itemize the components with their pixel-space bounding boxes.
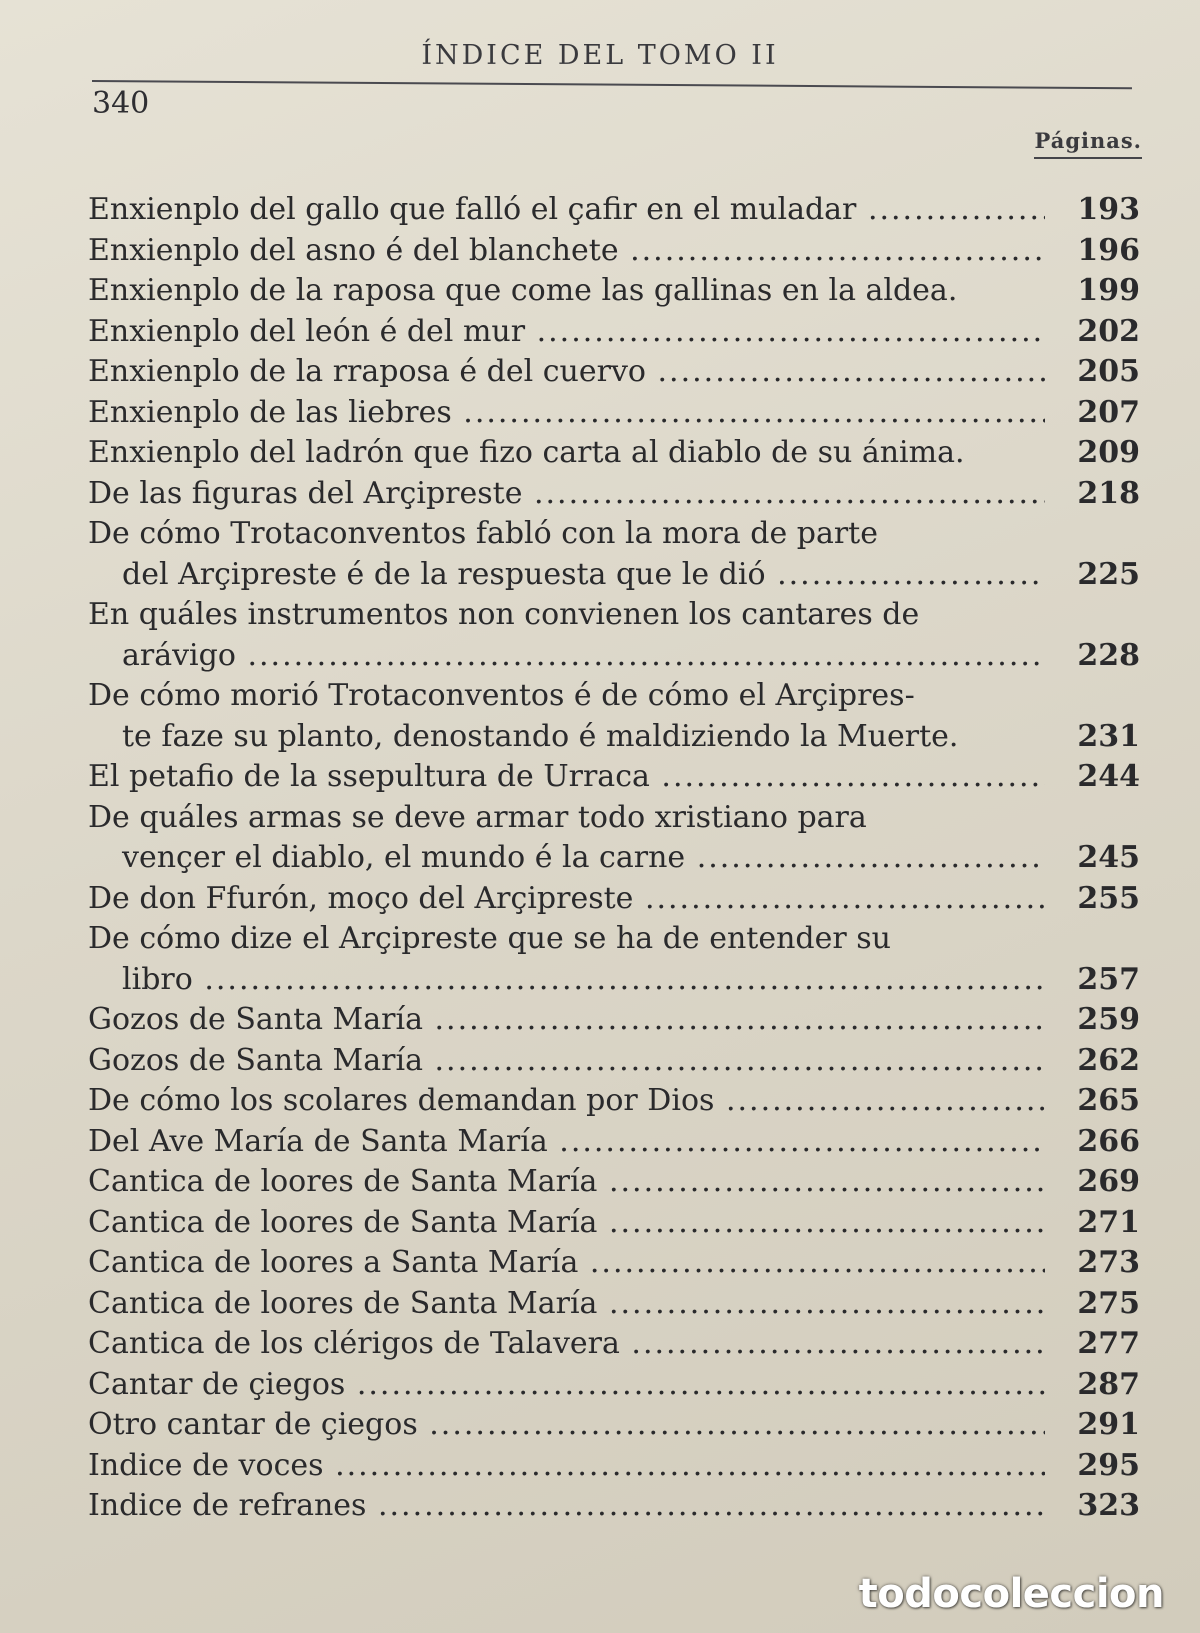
toc-entry [88,1243,1140,1284]
toc-entry [88,798,1140,839]
toc-entry [88,757,1140,798]
toc-entry-page: 291 [1077,1407,1140,1442]
toc-entry-title: Enxienplo del gallo que falló el çafir en el muladar ..... [88,190,1045,231]
toc-entry [88,1284,1140,1325]
running-head: ÍNDICE DEL TOMO II [421,40,779,71]
toc-entry-title: Cantica de loores de Santa María ..... [88,1203,1045,1244]
toc-entry-title: te faze su planto, denostando é maldiziendo la Muerte. [122,718,959,754]
toc-entry [88,960,1140,1001]
toc-entry [88,717,1140,758]
toc-entry-title: arávigo ..... [88,636,1045,677]
toc-entry-title: El petafio de la ssepultura de Urraca ..... [88,757,1045,798]
toc-entry-title: Enxienplo del león é del mur ..... [88,312,1045,353]
toc-entry [88,1081,1140,1122]
toc-entry-title: Cantica de los clérigos de Talavera ..... [88,1324,1045,1365]
toc-entry-title: vençer el diablo, el mundo é la carne ..... [88,838,1045,879]
toc-entry [88,271,1140,312]
toc-entry-page: 271 [1077,1204,1140,1240]
toc-entry [88,1041,1140,1082]
toc-entry [88,393,1140,434]
toc-entry [88,1000,1140,1041]
toc-entry-page: 244 [1077,759,1140,794]
pages-column-header: Páginas. [1034,128,1142,159]
toc-entry [88,190,1140,231]
toc-entry-page: 269 [1077,1164,1140,1199]
toc-entry [88,1122,1140,1163]
header-rule [92,80,1132,89]
toc-entry [88,514,1140,555]
toc-entry-page: 231 [1077,718,1140,754]
toc-entry-title: Gozos de Santa María ..... [88,1041,1045,1082]
toc-entry-page: 207 [1077,394,1140,430]
toc-entry [88,1162,1140,1203]
table-of-contents [88,190,1140,1527]
toc-entry-page: 275 [1077,1285,1140,1321]
watermark-logo: todocoleccion [858,1571,1164,1617]
toc-entry-page: 255 [1077,880,1140,916]
toc-entry-title: Enxienplo del asno é del blanchete ..... [88,231,1045,272]
toc-entry [88,838,1140,879]
toc-entry-title: De cómo los scolares demandan por Dios ..... [88,1081,1045,1122]
toc-entry [88,1203,1140,1244]
toc-entry-title: Cantar de çiegos ..... [88,1365,1045,1406]
toc-entry [88,555,1140,596]
toc-entry-title: De cómo dize el Arçipreste que se ha de entender su [88,921,891,956]
toc-entry-title: libro ..... [88,960,1045,1001]
toc-entry-page: 259 [1077,1002,1140,1037]
toc-entry [88,1405,1140,1446]
toc-entry-title: De quáles armas se deve armar todo xristiano para [88,799,867,835]
toc-entry [88,231,1140,272]
toc-entry [88,1324,1140,1365]
toc-entry [88,474,1140,515]
toc-entry-title: Enxienplo de la rraposa é del cuervo ..... [88,352,1045,393]
toc-entry-title: Cantica de loores de Santa María ..... [88,1162,1045,1203]
toc-entry [88,1365,1140,1406]
toc-entry-page: 225 [1077,556,1140,592]
toc-entry [88,1486,1140,1527]
toc-entry-page: 295 [1077,1447,1140,1483]
toc-entry-page: 205 [1077,354,1140,389]
toc-entry [88,879,1140,920]
toc-entry-page: 257 [1077,961,1140,997]
toc-entry-page: 287 [1077,1366,1140,1402]
toc-entry [88,352,1140,393]
toc-entry-title: Enxienplo de la raposa que come las gallinas en la aldea. [88,273,958,308]
toc-entry-title: Enxienplo del ladrón que fizo carta al diablo de su ánima. [88,435,965,470]
toc-entry [88,676,1140,717]
toc-entry [88,919,1140,960]
toc-entry-page: 199 [1077,273,1140,308]
toc-entry-page: 193 [1077,192,1140,227]
toc-entry [88,1446,1140,1487]
toc-entry-title: Otro cantar de çiegos ..... [88,1405,1045,1446]
toc-entry-title: Del Ave María de Santa María ..... [88,1122,1045,1163]
toc-entry-page: 266 [1077,1123,1140,1159]
toc-entry-page: 273 [1077,1245,1140,1280]
toc-entry-title: del Arçipreste é de la respuesta que le dió ..... [88,555,1045,596]
toc-entry-page: 245 [1077,840,1140,875]
page-number: 340 [92,86,150,121]
toc-entry [88,595,1140,636]
toc-entry-title: De cómo morió Trotaconventos é de cómo el Arçipres- [88,678,915,713]
toc-entry-title: Cantica de loores a Santa María ..... [88,1243,1045,1284]
toc-entry-page: 228 [1077,637,1140,673]
toc-entry-page: 196 [1077,232,1140,268]
toc-entry-page: 262 [1077,1042,1140,1078]
toc-entry-page: 202 [1077,313,1140,349]
toc-entry [88,433,1140,474]
toc-entry-title: Enxienplo de las liebres ..... [88,393,1045,434]
toc-entry-title: En quáles instrumentos non convienen los cantares de [88,597,920,632]
toc-entry-title: De don Ffurón, moço del Arçipreste ..... [88,879,1045,920]
toc-entry-title: Gozos de Santa María ..... [88,1000,1045,1041]
toc-entry [88,312,1140,353]
toc-entry-title: De cómo Trotaconventos fabló con la mora de parte [88,516,878,551]
toc-entry-title: Cantica de loores de Santa María ..... [88,1284,1045,1325]
toc-entry-page: 277 [1077,1326,1140,1361]
toc-entry-title: Indice de voces ..... [88,1446,1045,1487]
toc-entry-page: 218 [1077,475,1140,511]
toc-entry-title: De las figuras del Arçipreste ..... [88,474,1045,515]
toc-entry-title: Indice de refranes ..... [88,1486,1045,1527]
toc-entry-page: 323 [1077,1488,1140,1523]
toc-entry-page: 209 [1077,435,1140,470]
toc-entry-page: 265 [1077,1083,1140,1118]
toc-entry [88,636,1140,677]
